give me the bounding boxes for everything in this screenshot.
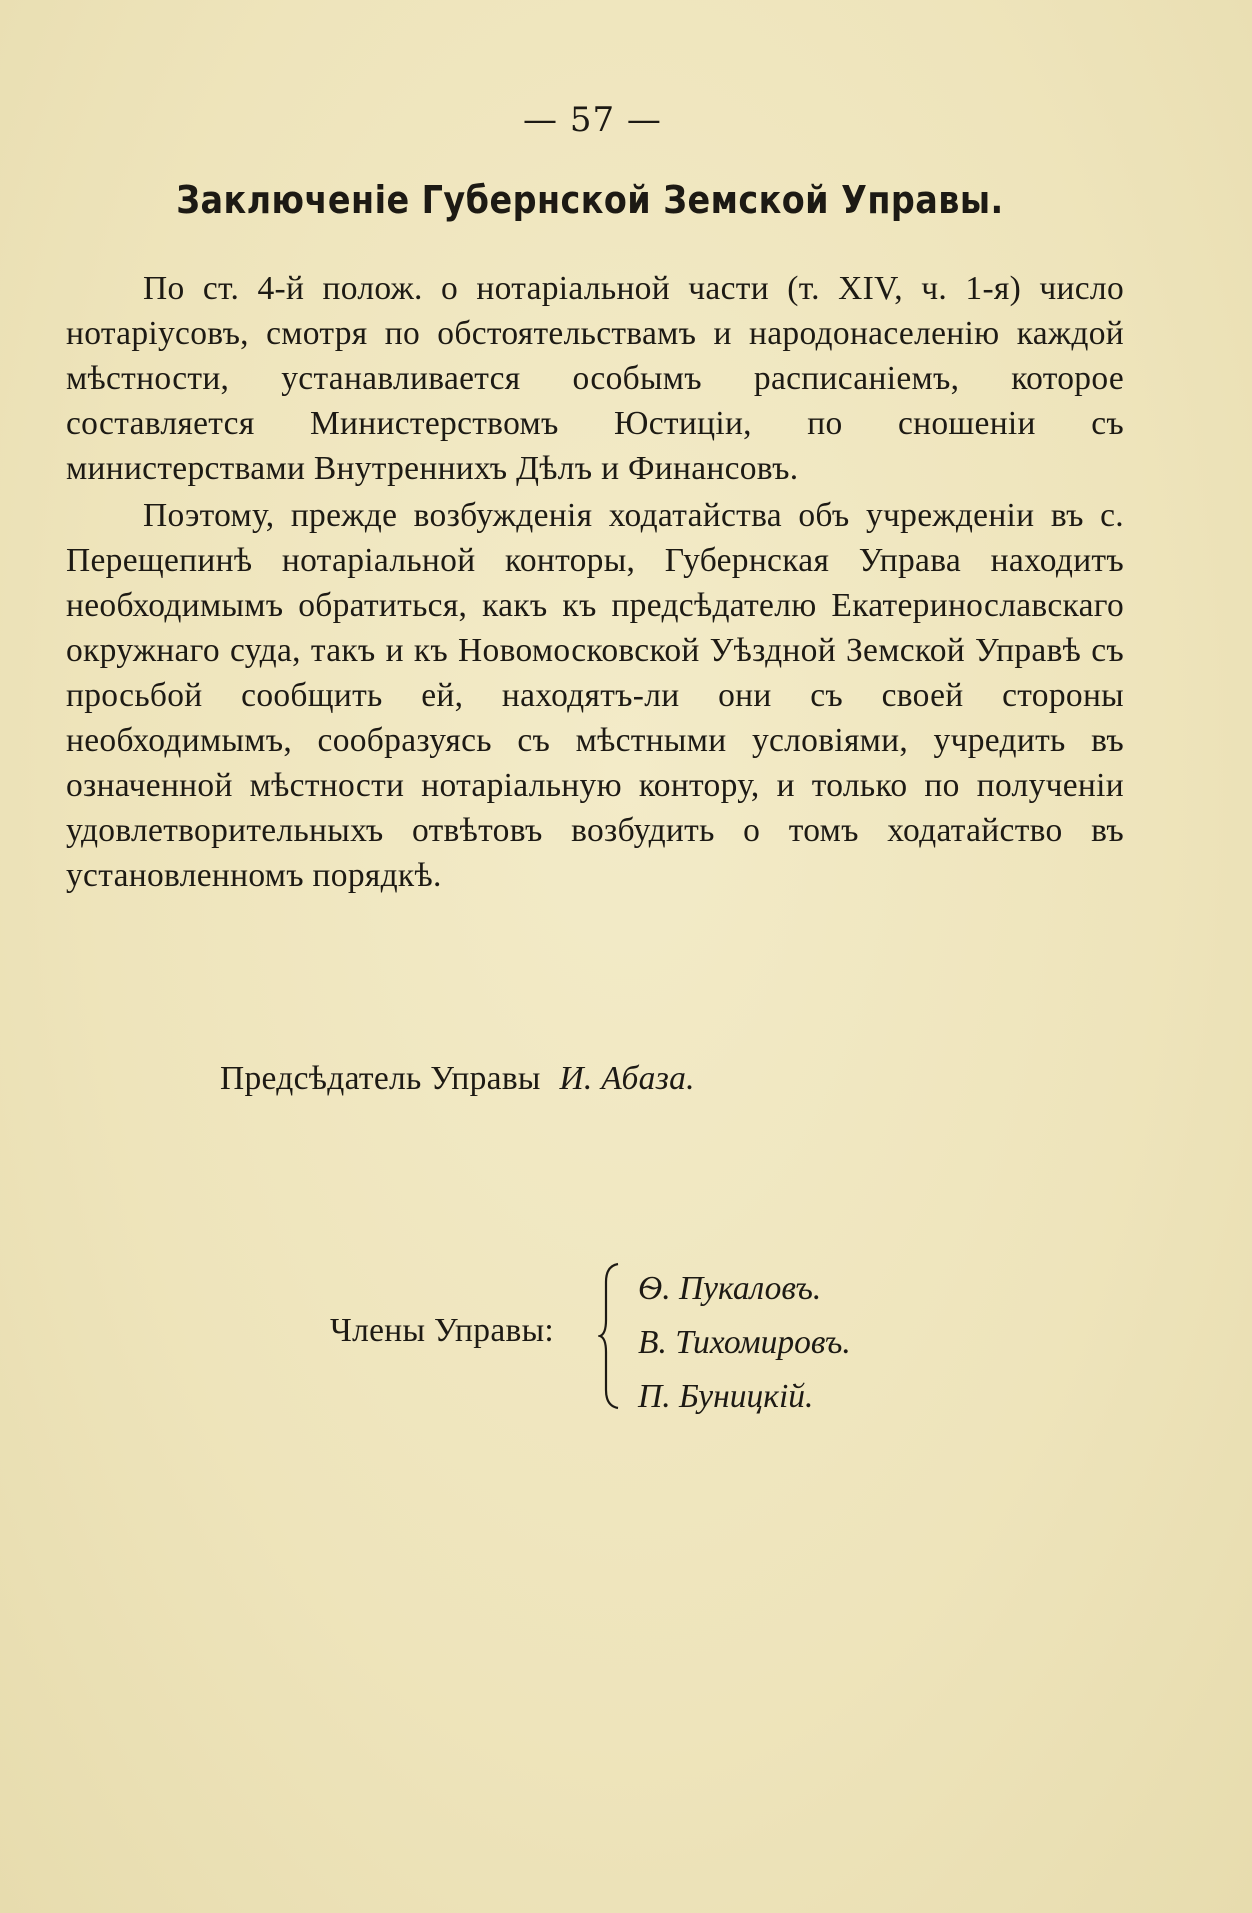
members-list: [638, 1262, 851, 1424]
member-name: В. Тихомировъ.: [638, 1324, 851, 1361]
member-name: П. Буницкій.: [638, 1378, 814, 1415]
body-text: [66, 266, 1124, 900]
chairman-signature: И. Абаза.: [559, 1060, 695, 1097]
chairman-label: Предсѣдатель Управы: [220, 1060, 541, 1097]
page-number: — 57 —: [523, 100, 662, 140]
page-title: Заключеніе Губернской Земской Управы.: [176, 178, 1004, 222]
chairman-signature-line: [220, 1060, 695, 1098]
member-name: Ѳ. Пукаловъ.: [638, 1270, 822, 1307]
paragraph-2: Поэтому, прежде возбужденія ходатайства объ учрежденіи въ с. Перещепинѣ нотаріальной конторы, Губернская Управа находитъ необходимымъ обратиться, какъ къ предсѣдателю Екатеринославскаго окружнаго суда, такъ и къ Новомосковской Уѣздной Земской Управѣ съ просьбой сообщить ей, находятъ-ли они съ своей стороны необходимымъ, сообразуясь съ мѣстными условіями, учредить въ означенной мѣстности нотаріальную контору, и только по полученіи удовлетворительныхъ отвѣтовъ возбудить о томъ ходатайство въ установленномъ порядкѣ.: [66, 497, 1124, 894]
paragraph-1: По ст. 4-й полож. о нотаріальной части (т. XIV, ч. 1-я) число нотаріусовъ, смотря по обстоятельствамъ и народонаселенію каждой мѣстности, устанавливается особымъ расписаніемъ, которое составляется Министерствомъ Юстиціи, по сношеніи съ министерствами Внутреннихъ Дѣлъ и Финансовъ.: [66, 270, 1124, 487]
curly-brace-icon: [598, 1262, 622, 1410]
members-label: Члены Управы:: [330, 1312, 555, 1349]
